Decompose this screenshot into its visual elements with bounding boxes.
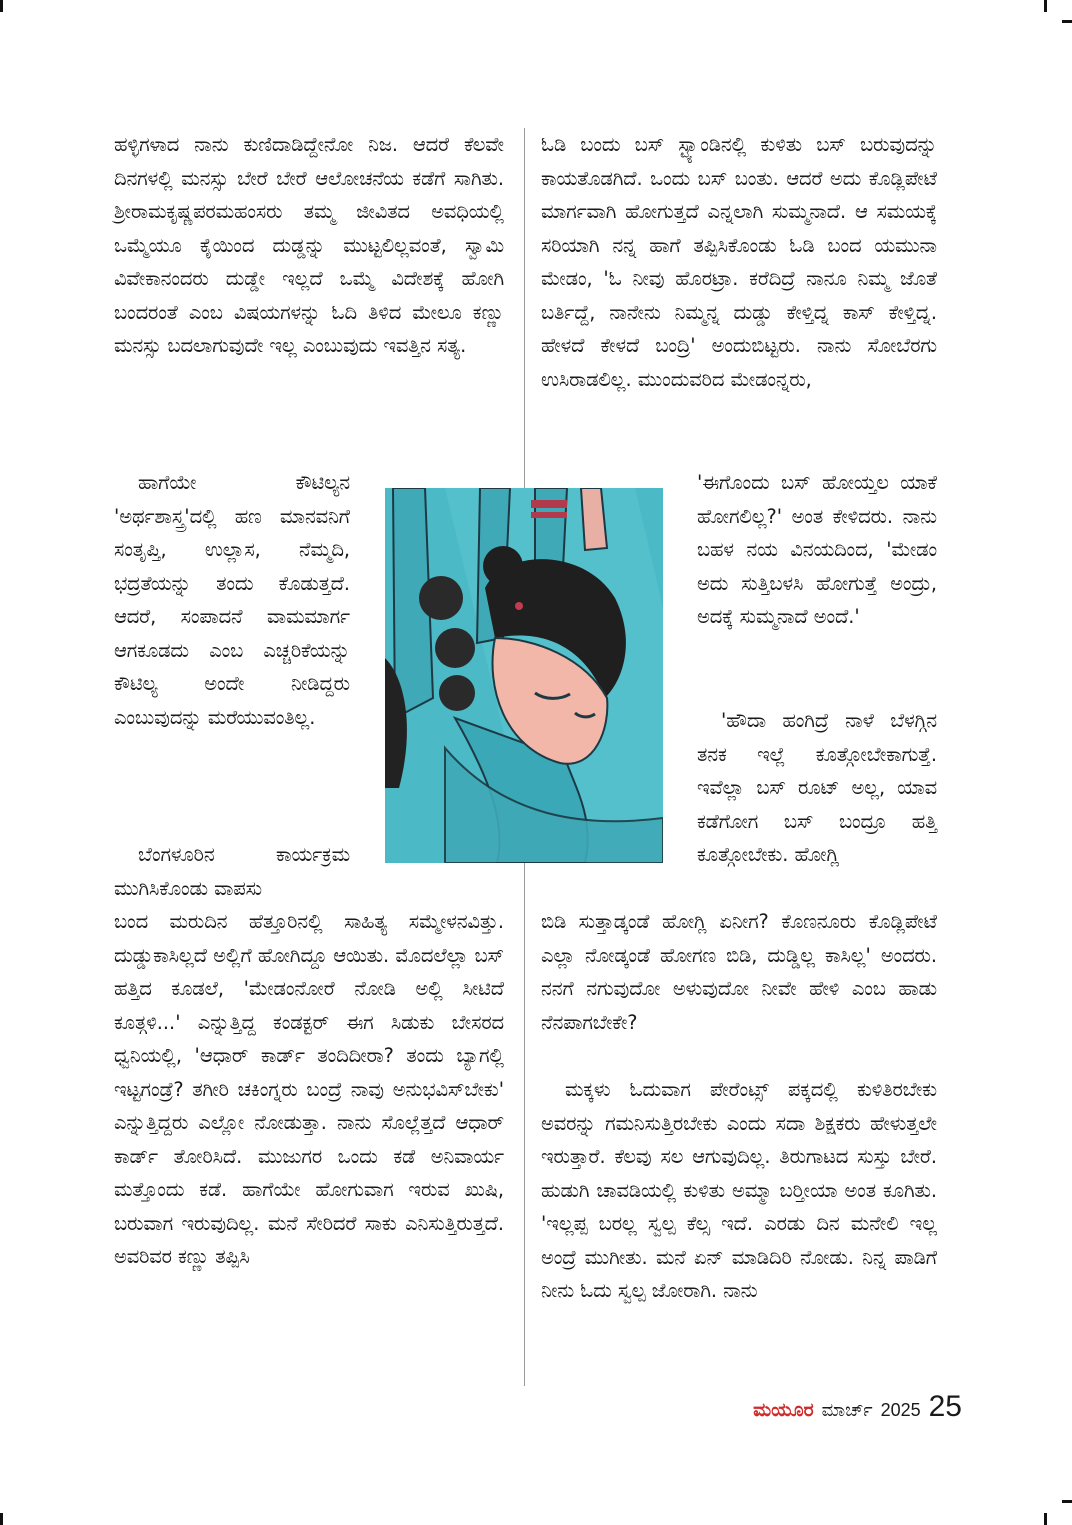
magazine-name: ಮಯೂರ [753,1399,814,1421]
issue-month: ಮಾರ್ಚ್ [821,1400,873,1421]
crop-mark [1062,1500,1072,1503]
left-paragraph-3a: ಬೆಂಗಳೂರಿನ ಕಾರ್ಯಕ್ರಮ ಮುಗಿಸಿಕೊಂಡು ವಾಪಸು [114,843,350,900]
right-paragraph-1b: 'ಈಗೊಂದು ಬಸ್ ಹೋಯ್ತಲ ಯಾಕೆ ಹೋಗಲಿಲ್ಲ?' ಅಂತ ಕೇಳಿದರು. ನಾನು ಬಹಳ ನಯ ವಿನಯದಿಂದ, 'ಮೇಡಂ ಅದು ಸುತ್ತಿಬಳಸಿ ಹೋಗುತ್ತೆ ಅಂದ್ರು, ಅದಕ್ಕೆ ಸುಮ್ಮನಾದೆ ಅಂದೆ.' [697,471,937,628]
crop-mark [1044,1513,1047,1525]
right-paragraph-2b: ಬಿಡಿ ಸುತ್ತಾಡ್ಕಂಡೆ ಹೋಗ್ಲಿ ಏನೀಗ? ಕೊಣನೂರು ಕೊಡ್ಲಿಪೇಟೆ ಎಲ್ಲಾ ನೋಡ್ಕಂಡೆ ಹೋಗಣ ಬಿಡಿ, ದುಡ್ಡಿಲ್ಲ ಕಾಸಿಲ್ಲ' ಅಂದರು. ನನಗೆ ನಗುವುದೋ ಅಳುವುದೋ ನೀವೇ ಹೇಳಿ ಎಂಬ ಹಾಡು ನೆನಪಾಗಬೇಕೇ? [541,910,937,1034]
right-paragraph-2a: 'ಹೌದಾ ಹಂಗಿದ್ರೆ ನಾಳೆ ಬೆಳಗ್ಗಿನ ತನಕ ಇಲ್ಲೆ ಕೂತ್ಗೋಬೇಕಾಗುತ್ತೆ. ಇವೆಲ್ಲಾ ಬಸ್ ರೂಟ್ ಅಲ್ಲ, ಯಾವ ಕಡೆಗೋಗ ಬಸ್ ಬಂದ್ರೂ ಹತ್ತಿ ಕೂತ್ಗೋಬೇಕು. ಹೋಗ್ಲಿ [697,709,937,866]
right-paragraph-3: ಮಕ್ಕಳು ಓದುವಾಗ ಪೇರೆಂಟ್ಸ್ ಪಕ್ಕದಲ್ಲಿ ಕುಳಿತಿರಬೇಕು ಅವರನ್ನು ಗಮನಿಸುತ್ತಿರಬೇಕು ಎಂದು ಸದಾ ಶಿಕ್ಷಕರು ಹೇಳುತ್ತಲೇ ಇರುತ್ತಾರೆ. ಕೆಲವು ಸಲ ಆಗುವುದಿಲ್ಲ. ತಿರುಗಾಟದ ಸುಸ್ತು ಬೇರೆ. ಹುಡುಗಿ ಚಾವಡಿಯಲ್ಲಿ ಕುಳಿತು ಅಮ್ಮಾ ಬರ್‍ತೀಯಾ ಅಂತ ಕೂಗಿತು. 'ಇಲ್ಲಪ್ಪ ಬರಲ್ಲ ಸ್ವಲ್ಪ ಕೆಲ್ಸ ಇದೆ. ಎರಡು ದಿನ ಮನೇಲಿ ಇಲ್ಲ ಅಂದ್ರೆ ಮುಗೀತು. ಮನೆ ಏನ್ ಮಾಡಿದಿರಿ ನೋಡು. ನಿನ್ನ ಪಾಡಿಗೆ ನೀನು ಓದು ಸ್ವಲ್ಪ ಜೋರಾಗಿ. ನಾನು [541,1078,937,1302]
page-number: 25 [928,1390,962,1423]
page-footer [753,1390,962,1424]
crop-mark [1044,0,1047,12]
left-paragraph-2: ಹಾಗೆಯೇ ಕೌಟಿಲ್ಯನ 'ಅರ್ಥಶಾಸ್ತ್ರ'ದಲ್ಲಿ ಹಣ ಮಾನವನಿಗೆ ಸಂತೃಪ್ತಿ, ಉಲ್ಲಾಸ, ನೆಮ್ಮದಿ, ಭದ್ರತೆಯನ್ನು ತಂದು ಕೊಡುತ್ತದೆ. ಆದರೆ, ಸಂಪಾದನೆ ವಾಮಮಾರ್ಗ ಆಗಕೂಡದು ಎಂಬ ಎಚ್ಚರಿಕೆಯನ್ನು ಕೌಟಿಲ್ಯ ಅಂದೇ ನೀಡಿದ್ದರು ಎಂಬುವುದನ್ನು ಮರೆಯುವಂತಿಲ್ಲ. [114,471,350,729]
crop-mark [1062,20,1072,23]
issue-year: 2025 [880,1400,921,1420]
crop-mark [0,0,3,12]
left-paragraph-3b: ಬಂದ ಮರುದಿನ ಹೆತ್ತೂರಿನಲ್ಲಿ ಸಾಹಿತ್ಯ ಸಮ್ಮೇಳನವಿತ್ತು. ದುಡ್ಡುಕಾಸಿಲ್ಲದೆ ಅಲ್ಲಿಗೆ ಹೋಗಿದ್ದೂ ಆಯಿತು. ಮೊದಲೆಲ್ಲಾ ಬಸ್ ಹತ್ತಿದ ಕೂಡಲೆ, 'ಮೇಡಂನೋರೆ ನೋಡಿ ಅಲ್ಲಿ ಸೀಟಿದೆ ಕೂತ್ಗಳಿ...' ಎನ್ನುತ್ತಿದ್ದ ಕಂಡಕ್ಟರ್ ಈಗ ಸಿಡುಕು ಬೇಸರದ ಧ್ವನಿಯಲ್ಲಿ, 'ಆಧಾರ್ ಕಾರ್ಡ್ ತಂದಿದೀರಾ? ತಂದು ಬ್ಯಾಗಲ್ಲಿ ಇಟ್ಟಗಂಡ್ರೆ? ತಗೀರಿ ಚಕಿಂಗ್ನರು ಬಂದ್ರೆ ನಾವು ಅನುಭವಿಸ್‌ಬೇಕು' ಎನ್ನುತ್ತಿದ್ದರು ಎಲ್ಲೋ ನೋಡುತ್ತಾ. ನಾನು ಸೊಲ್ಲೆತ್ತದೆ ಆಧಾರ್ ಕಾರ್ಡ್ ತೋರಿಸಿದೆ. ಮುಜುಗರ ಒಂದು ಕಡೆ ಅನಿವಾರ್ಯ ಮತ್ತೊಂದು ಕಡೆ. ಹಾಗೆಯೇ ಹೋಗುವಾಗ ಇರುವ ಖುಷಿ, ಬರುವಾಗ ಇರುವುದಿಲ್ಲ. ಮನೆ ಸೇರಿದರೆ ಸಾಕು ಎನಿಸುತ್ತಿರುತ್ತದೆ. ಅವರಿವರ ಕಣ್ಣು ತಪ್ಪಿಸಿ [114,910,504,1268]
right-paragraph-1: ಓಡಿ ಬಂದು ಬಸ್ ಸ್ಟ್ಯಾಂಡಿನಲ್ಲಿ ಕುಳಿತು ಬಸ್ ಬರುವುದನ್ನು ಕಾಯತೊಡಗಿದೆ. ಒಂದು ಬಸ್ ಬಂತು. ಆದರೆ ಅದು ಕೊಡ್ಲಿಪೇಟೆ ಮಾರ್ಗವಾಗಿ ಹೋಗುತ್ತದೆ ಎನ್ನಲಾಗಿ ಸುಮ್ಮನಾದೆ. ಆ ಸಮಯಕ್ಕೆ ಸರಿಯಾಗಿ ನನ್ನ ಹಾಗೆ ತಪ್ಪಿಸಿಕೊಂಡು ಓಡಿ ಬಂದ ಯಮುನಾ ಮೇಡಂ, 'ಓ ನೀವು ಹೊರಟ್ರಾ. ಕರೆದಿದ್ರೆ ನಾನೂ ನಿಮ್ಮ ಜೊತೆ ಬರ್ತಿದ್ದೆ, ನಾನೇನು ನಿಮ್ಮನ್ನ ದುಡ್ಡು ಕೇಳ್ತಿದ್ನ ಕಾಸ್ ಕೇಳ್ತಿದ್ನ. ಹೇಳದೆ ಕೇಳದೆ ಬಂದ್ರಿ' ಅಂದುಬಿಟ್ಟರು. ನಾನು ಸೋಬೆರಗು ಉಸಿರಾಡಲಿಲ್ಲ. ಮುಂದುವರಿದ ಮೇಡಂನ್ನರು, [541,133,937,391]
crop-mark [0,1513,3,1525]
illustration-woman-bus [385,488,663,863]
left-paragraph-1: ಹಳ್ಳಿಗಳಾದ ನಾನು ಕುಣಿದಾಡಿದ್ದೇನೋ ನಿಜ. ಆದರೆ ಕೆಲವೇ ದಿನಗಳಲ್ಲಿ ಮನಸ್ಸು ಬೇರೆ ಬೇರೆ ಆಲೋಚನೆಯ ಕಡೆಗೆ ಸಾಗಿತು. ಶ್ರೀರಾಮಕೃಷ್ಣಪರಮಹಂಸರು ತಮ್ಮ ಜೀವಿತದ ಅವಧಿಯಲ್ಲಿ ಒಮ್ಮೆಯೂ ಕೈಯಿಂದ ದುಡ್ಡನ್ನು ಮುಟ್ಟಲಿಲ್ಲವಂತೆ, ಸ್ವಾಮಿ ವಿವೇಕಾನಂದರು ದುಡ್ಡೇ ಇಲ್ಲದೆ ಒಮ್ಮೆ ವಿದೇಶಕ್ಕೆ ಹೋಗಿ ಬಂದರಂತೆ ಎಂಬ ವಿಷಯಗಳನ್ನು ಓದಿ ತಿಳಿದ ಮೇಲೂ ಕಣ್ಣು ಮನಸ್ಸು ಬದಲಾಗುವುದೇ ಇಲ್ಲ ಎಂಬುವುದು ಇವತ್ತಿನ ಸತ್ಯ. [114,133,504,357]
